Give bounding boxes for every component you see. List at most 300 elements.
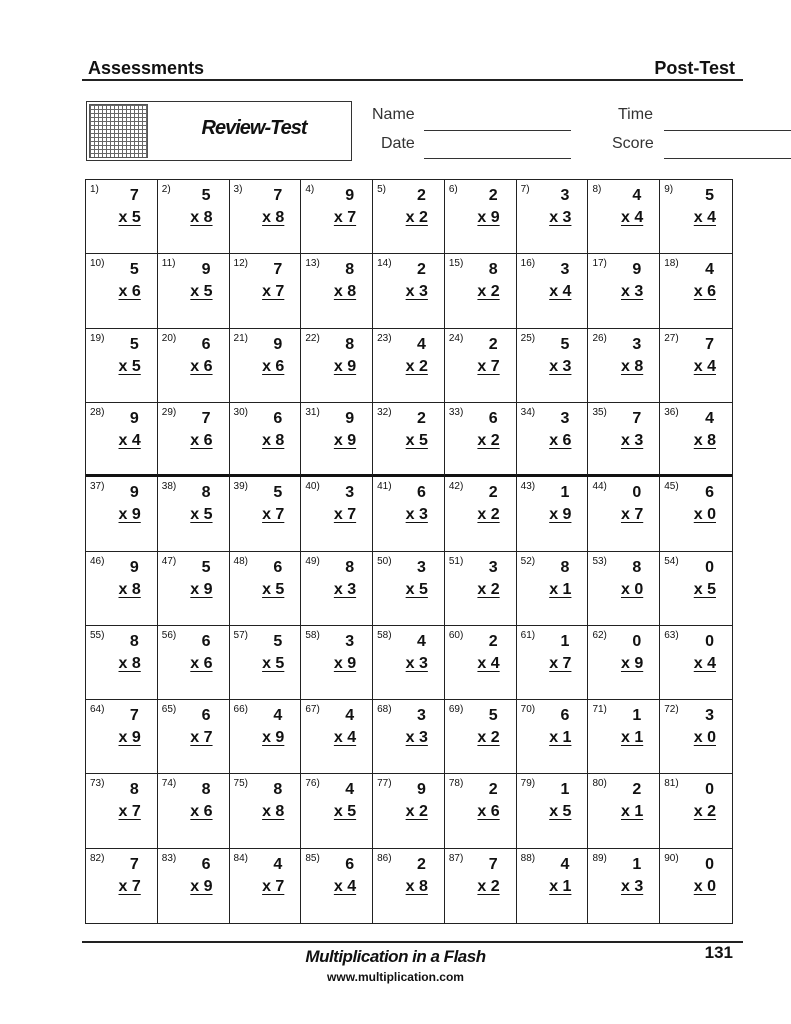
multiplier: x 5 [333,803,357,821]
problem-cell [86,849,158,923]
problem-cell [660,329,732,403]
review-test-title: Review-Test [201,117,307,139]
problem-number: 62) [592,629,607,641]
multiplier: x 2 [693,803,716,821]
multiplicand: 6 [488,409,498,427]
multiplier: x 8 [118,580,141,598]
problem-number: 48) [233,555,248,567]
multiplier: x 5 [190,283,213,301]
problem-number: 22) [305,332,320,344]
problem-number: 39) [233,481,248,493]
problem-cell [373,626,445,700]
problem-cell [373,774,445,848]
multiplicand: 3 [488,558,498,576]
problem-cell [301,180,373,254]
problem-number: 85) [305,852,320,864]
problem-number: 55) [90,629,105,641]
multiplicand: 6 [273,409,283,427]
problem-cell [158,254,230,328]
multiplier: x 8 [262,803,285,821]
multiplicand: 4 [345,781,355,799]
multiplicand: 7 [488,855,498,873]
problem-cell [660,849,732,923]
problem-cell [660,477,732,551]
problem-cell [158,626,230,700]
problem-number: 50) [377,555,392,567]
problem-number: 12) [233,258,248,270]
problem-number: 57) [233,629,248,641]
problem-cell [301,477,373,551]
problem-cell [517,774,589,848]
problem-number: 51) [448,555,464,567]
multiplicand: 2 [416,855,426,873]
multiplier: x 4 [333,729,357,747]
problem-cell [588,700,660,774]
problem-cell [445,329,517,403]
multiplicand: 3 [632,335,642,353]
problem-number: 37) [90,481,105,493]
problem-number: 33) [448,406,464,418]
multiplier: x 6 [190,803,213,821]
problem-cell [588,849,660,923]
multiplicand: 4 [273,855,283,873]
problem-number: 45) [664,481,679,493]
problem-cell [301,552,373,626]
multiplier: x 4 [477,654,500,672]
footer-title: Multiplication in a Flash [305,947,486,966]
multiplicand: 4 [705,261,714,279]
problem-cell [230,254,302,328]
multiplicand: 6 [560,707,570,725]
multiplicand: 5 [488,707,498,725]
multiplicand: 8 [345,335,355,353]
multiplier: x 4 [693,209,716,226]
multiplier: x 2 [405,357,428,375]
problem-number: 89) [592,852,607,864]
multiplicand: 8 [201,484,211,502]
problem-cell [445,849,517,923]
problem-cell [588,626,660,700]
multiplicand: 3 [416,707,426,725]
multiplier: x 3 [620,431,644,449]
multiplier: x 8 [262,431,285,449]
multiplier: x 6 [190,431,213,449]
section-title: Assessments [88,58,205,78]
multiplicand: 7 [273,261,283,279]
multiplicand: 3 [416,558,426,576]
name-field[interactable] [424,130,571,131]
problem-number: 11) [161,258,176,270]
multiplier: x 3 [405,654,428,672]
problem-number: 69) [448,704,464,716]
problem-cell [158,849,230,923]
multiplier: x 2 [477,283,500,301]
multiplier: x 3 [405,283,428,301]
problem-cell [517,552,589,626]
problem-number: 30) [233,406,248,418]
score-label: Score [612,135,654,152]
multiplier: x 5 [693,580,716,598]
multiplicand: 8 [129,632,139,650]
problem-number: 25) [520,332,536,344]
multiplicand: 9 [632,261,642,279]
problem-cell [86,329,158,403]
problem-cell [158,700,230,774]
problem-number: 67) [305,704,320,716]
multiplier: x 7 [190,729,213,747]
problem-cell [588,774,660,848]
multiplicand: 0 [632,484,642,502]
problem-cell [230,329,302,403]
multiplier: x 9 [190,877,213,895]
problem-number: 15) [448,258,464,270]
multiplicand: 5 [201,187,211,204]
multiplicand: 9 [201,261,211,279]
problem-number: 54) [664,555,679,567]
problem-cell [445,477,517,551]
multiplier: x 7 [620,506,644,524]
multiplicand: 8 [560,558,570,576]
problem-number: 88) [520,852,536,864]
multiplier: x 2 [405,803,428,821]
multiplicand: 8 [201,781,211,799]
multiplicand: 2 [416,187,426,204]
multiplier: x 0 [693,729,716,747]
multiplicand: 9 [273,335,283,353]
multiplier: x 5 [405,580,428,598]
multiplicand: 3 [705,707,714,725]
problem-cell [660,774,732,848]
problem-cell [517,403,589,477]
multiplicand: 9 [129,409,139,427]
multiplier: x 8 [118,654,141,672]
problem-number: 82) [90,852,105,864]
date-field[interactable] [424,158,571,159]
problem-number: 18) [664,258,679,270]
multiplier: x 5 [405,431,428,449]
problem-cell [158,774,230,848]
multiplicand: 3 [345,632,355,650]
problem-cell [301,626,373,700]
multiplier: x 1 [549,729,572,747]
problem-number: 19) [90,332,105,344]
problem-cell [230,774,302,848]
multiplier: x 5 [262,580,285,598]
multiplier: x 0 [693,506,716,524]
multiplier: x 7 [262,506,285,524]
multiplier: x 5 [118,209,141,226]
problem-number: 3) [233,184,243,195]
problem-cell [230,626,302,700]
problem-number: 14) [377,258,392,270]
multiplier: x 6 [549,431,572,449]
problem-cell [158,180,230,254]
problem-number: 86) [377,852,392,864]
problem-number: 13) [305,258,320,270]
multiplicand: 9 [129,484,139,502]
time-field[interactable] [664,130,791,131]
problem-number: 76) [305,778,320,790]
multiplicand: 4 [632,187,642,204]
problem-number: 80) [592,778,607,790]
multiplicand: 1 [560,632,570,650]
multiplicand: 7 [129,187,139,204]
problem-cell [86,180,158,254]
problem-number: 36) [664,406,679,418]
problem-number: 24) [448,332,464,344]
problem-cell [445,254,517,328]
multiplicand: 8 [345,558,355,576]
problem-cell [86,700,158,774]
problem-number: 63) [664,629,679,641]
multiplicand: 9 [345,409,355,427]
multiplier: x 2 [477,431,500,449]
multiplicand: 7 [273,187,283,204]
problem-cell [517,254,589,328]
problem-number: 75) [233,778,248,790]
multiplicand: 2 [488,335,498,353]
problem-cell [373,700,445,774]
multiplicand: 0 [632,632,642,650]
problem-number: 32) [377,406,392,418]
multiplicand: 2 [488,484,498,502]
problem-number: 47) [161,555,177,567]
multiplier: x 9 [333,357,357,375]
score-field[interactable] [664,158,791,159]
problem-cell [588,254,660,328]
problem-cell [373,849,445,923]
problem-cell [86,477,158,551]
multiplier: x 8 [190,209,213,226]
multiplier: x 8 [333,283,357,301]
multiplier: x 2 [477,729,500,747]
problem-number: 35) [592,406,607,418]
multiplier: x 6 [477,803,500,821]
multiplicand: 5 [560,335,570,353]
problem-number: 60) [448,629,464,641]
problem-number: 21) [233,332,248,344]
problem-number: 7) [520,184,530,195]
problem-number: 26) [592,332,607,344]
multiplier: x 7 [262,283,285,301]
multiplier: x 9 [333,654,357,672]
title-box [86,101,352,161]
problem-number: 9) [664,184,674,195]
multiplier: x 1 [549,580,572,598]
multiplicand: 8 [345,261,355,279]
problem-number: 81) [664,778,679,790]
problem-cell [373,477,445,551]
problem-cell [230,477,302,551]
problem-cell [517,626,589,700]
problem-number: 23) [377,332,392,344]
multiplicand: 2 [488,187,498,204]
multiplicand: 2 [488,781,498,799]
multiplicand: 6 [201,632,211,650]
problem-number: 31) [305,406,320,418]
footer-url: www.multiplication.com [327,970,464,984]
problem-cell [230,180,302,254]
grid-icon [89,104,148,158]
problem-number: 49) [305,555,320,567]
problem-number: 61) [520,629,536,641]
problem-cell [86,552,158,626]
problem-cell [373,254,445,328]
multiplicand: 6 [273,558,283,576]
problem-cell [660,180,732,254]
multiplicand: 2 [488,632,498,650]
multiplier: x 8 [405,877,428,895]
multiplicand: 0 [705,558,714,576]
multiplier: x 2 [477,877,500,895]
multiplier: x 9 [477,209,500,226]
multiplicand: 1 [632,707,642,725]
problem-number: 71) [592,704,607,716]
problem-number: 2) [161,184,171,195]
multiplier: x 3 [549,209,572,226]
multiplier: x 4 [549,283,572,301]
problem-cell [230,849,302,923]
multiplicand: 4 [416,335,426,353]
multiplicand: 6 [345,855,355,873]
multiplicand: 1 [632,855,642,873]
problem-number: 1) [90,184,99,195]
problem-cell [588,552,660,626]
problem-cell [158,329,230,403]
multiplicand: 7 [201,409,211,427]
multiplier: x 7 [477,357,500,375]
multiplier: x 1 [620,803,644,821]
multiplicand: 6 [201,335,211,353]
problem-number: 68) [377,704,392,716]
multiplicand: 2 [416,409,426,427]
test-type-title: Post-Test [654,58,735,78]
problem-number: 5) [377,184,387,195]
multiplicand: 7 [632,409,642,427]
problem-number: 42) [448,481,464,493]
problem-number: 43) [520,481,536,493]
problem-number: 44) [592,481,607,493]
multiplier: x 4 [333,877,357,895]
multiplicand: 5 [273,632,283,650]
problem-cell [230,403,302,477]
multiplier: x 9 [549,506,572,524]
problem-number: 66) [233,704,248,716]
multiplicand: 8 [488,261,498,279]
top-divider [82,79,743,81]
multiplier: x 8 [693,431,716,449]
problem-number: 8) [592,184,602,195]
multiplier: x 3 [405,506,428,524]
problem-number: 84) [233,852,248,864]
multiplicand: 4 [705,409,714,427]
multiplicand: 8 [273,781,283,799]
multiplier: x 2 [405,209,428,226]
problem-cell [301,254,373,328]
multiplier: x 7 [118,803,141,821]
multiplier: x 5 [118,357,141,375]
problem-cell [517,700,589,774]
multiplicand: 6 [416,484,426,502]
multiplier: x 6 [118,283,141,301]
multiplier: x 9 [333,431,357,449]
problem-cell [588,403,660,477]
multiplicand: 3 [560,261,570,279]
problem-number: 52) [520,555,536,567]
problem-cell [301,849,373,923]
name-label: Name [372,106,415,123]
multiplier: x 9 [190,580,213,598]
problem-number: 27) [664,332,679,344]
multiplicand: 6 [201,855,211,873]
problem-number: 29) [161,406,177,418]
problem-cell [86,403,158,477]
multiplier: x 9 [262,729,285,747]
problem-cell [86,774,158,848]
problem-cell [373,403,445,477]
multiplier: x 7 [118,877,141,895]
multiplicand: 8 [129,781,139,799]
problem-cell [517,477,589,551]
problem-cell [158,552,230,626]
multiplicand: 3 [560,409,570,427]
problem-number: 64) [90,704,105,716]
multiplier: x 6 [262,357,285,375]
multiplicand: 5 [129,335,139,353]
multiplicand: 4 [416,632,426,650]
multiplicand: 7 [129,855,139,873]
problem-number: 77) [377,778,392,790]
problem-number: 20) [161,332,177,344]
problem-cell [660,403,732,477]
multiplicand: 5 [705,187,714,204]
problem-grid [85,179,733,924]
problem-cell [86,254,158,328]
problem-number: 74) [161,778,177,790]
multiplicand: 4 [560,855,570,873]
problem-cell [660,552,732,626]
multiplier: x 1 [549,877,572,895]
page-number: 131 [704,943,733,962]
problem-cell [301,329,373,403]
multiplier: x 5 [190,506,213,524]
multiplicand: 0 [705,781,714,799]
problem-cell [660,700,732,774]
multiplier: x 9 [620,654,644,672]
problem-number: 90) [664,852,679,864]
multiplier: x 6 [190,654,213,672]
problem-number: 78) [448,778,464,790]
problem-number: 58) [377,629,392,641]
multiplicand: 0 [705,855,714,873]
multiplier: x 7 [549,654,572,672]
multiplicand: 6 [705,484,714,502]
problem-cell [158,403,230,477]
multiplier: x 3 [549,357,572,375]
problem-cell [445,626,517,700]
problem-number: 38) [161,481,177,493]
multiplier: x 3 [405,729,428,747]
multiplicand: 1 [560,781,570,799]
multiplier: x 3 [620,877,644,895]
problem-cell [517,849,589,923]
problem-cell [301,700,373,774]
problem-number: 70) [520,704,536,716]
problem-number: 58) [305,629,320,641]
problem-cell [445,403,517,477]
multiplicand: 9 [416,781,426,799]
multiplier: x 5 [549,803,572,821]
